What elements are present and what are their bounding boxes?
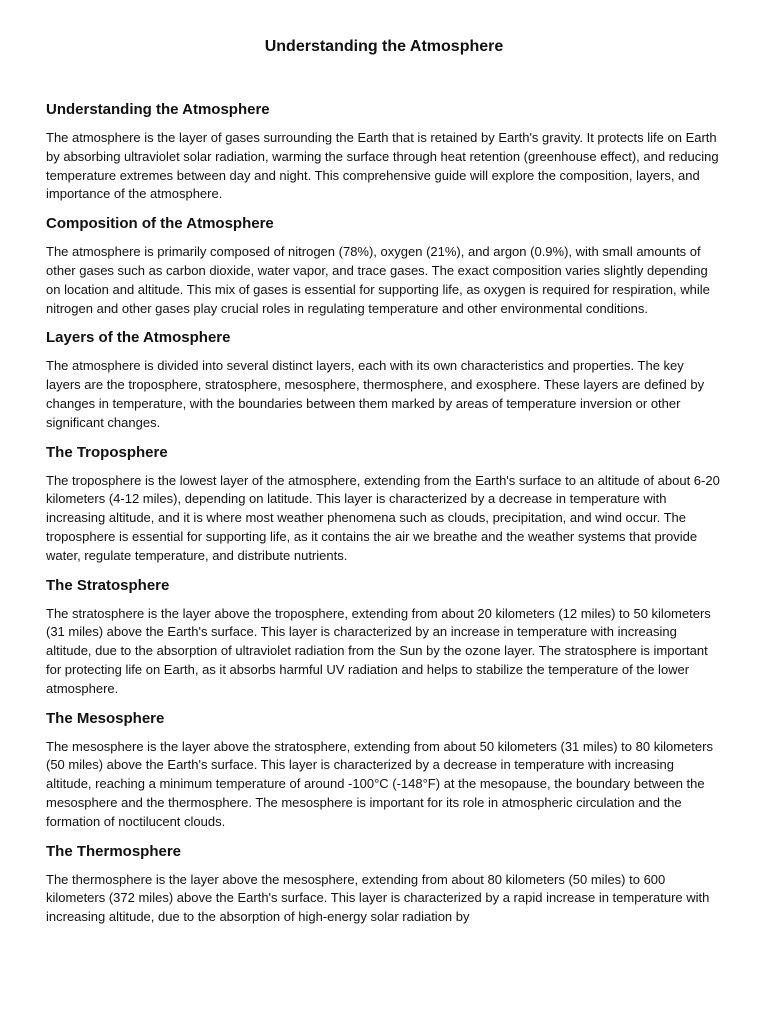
section-body: The stratosphere is the layer above the troposphere, extending from about 20 kilometers (12 miles) to 50 kilometers (31 miles) above the Earth's surface. This layer is characterized by an increase in temperature with increasing altitude, due to the absorption of ultraviolet radiation from the Sun by the ozone layer. The stratosphere is important for protecting life on Earth, as it absorbs harmful UV radiation and helps to stabilize the temperature of the lower atmosphere. xyxy=(46,605,711,696)
section-heading: The Mesosphere xyxy=(46,709,165,727)
section-heading: Composition of the Atmosphere xyxy=(46,215,274,233)
section-body: The atmosphere is the layer of gases surrounding the Earth that is retained by Earth's gravity. It protects life on Earth by absorbing ultraviolet solar radiation, warming the surface through heat retention (greenhouse effect), and reducing temperature extremes between day and night. This comprehensive guide will explore the composition, layers, and importance of the atmosphere. xyxy=(46,130,719,202)
section-understanding xyxy=(46,100,722,204)
section-body: The mesosphere is the layer above the stratosphere, extending from about 50 kilometers (31 miles) to 80 kilometers (50 miles) above the Earth's surface. This layer is characterized by a decrease in temperature with increasing altitude, reaching a minimum temperature of around -100°C (-148°F) at the mesopause, the boundary between the mesosphere and the thermosphere. The mesosphere is important for its role in atmospheric circulation and the formation of noctilucent clouds. xyxy=(46,738,713,829)
section-body: The thermosphere is the layer above the mesosphere, extending from about 80 kilometers (50 miles) to 600 kilometers (372 miles) above the Earth's surface. This layer is characterized by a rapid increase in temperature with increasing altitude, due to the absorption of high-energy solar radiation by xyxy=(46,871,710,925)
section-heading: The Stratosphere xyxy=(46,576,170,594)
section-composition xyxy=(46,214,722,318)
section-stratosphere xyxy=(46,576,722,699)
section-heading: The Troposphere xyxy=(46,443,168,461)
section-heading: Layers of the Atmosphere xyxy=(46,329,231,347)
section-body: The troposphere is the lowest layer of the atmosphere, extending from the Earth's surface to an altitude of about 6-20 kilometers (4-12 miles), depending on latitude. This layer is characterized by a decrease in temperature with increasing altitude, and it is where most weather phenomena such as clouds, precipitation, and wind occur. The troposphere is essential for supporting life, as it contains the air we breathe and the weather systems that provide water, regulate temperature, and distribute nutrients. xyxy=(46,472,720,563)
document-title: Understanding the Atmosphere xyxy=(264,38,504,55)
section-heading: The Thermosphere xyxy=(46,842,182,860)
section-mesosphere xyxy=(46,709,722,832)
section-thermosphere xyxy=(46,842,722,927)
section-body: The atmosphere is divided into several distinct layers, each with its own characteristics and properties. The key layers are the troposphere, stratosphere, mesosphere, thermosphere, and exosphere. These layers are defined by changes in temperature, with the boundaries between them marked by areas of temperature inversion or other significant changes. xyxy=(46,358,705,430)
section-layers xyxy=(46,328,722,432)
section-troposphere xyxy=(46,443,722,566)
section-body: The atmosphere is primarily composed of nitrogen (78%), oxygen (21%), and argon (0.9%), with small amounts of other gases such as carbon dioxide, water vapor, and trace gases. The exact composition varies slightly depending on location and altitude. This mix of gases is essential for supporting life, as oxygen is required for respiration, while nitrogen and other gases play crucial roles in regulating temperature and other environmental conditions. xyxy=(46,244,710,316)
section-heading: Understanding the Atmosphere xyxy=(46,101,270,118)
